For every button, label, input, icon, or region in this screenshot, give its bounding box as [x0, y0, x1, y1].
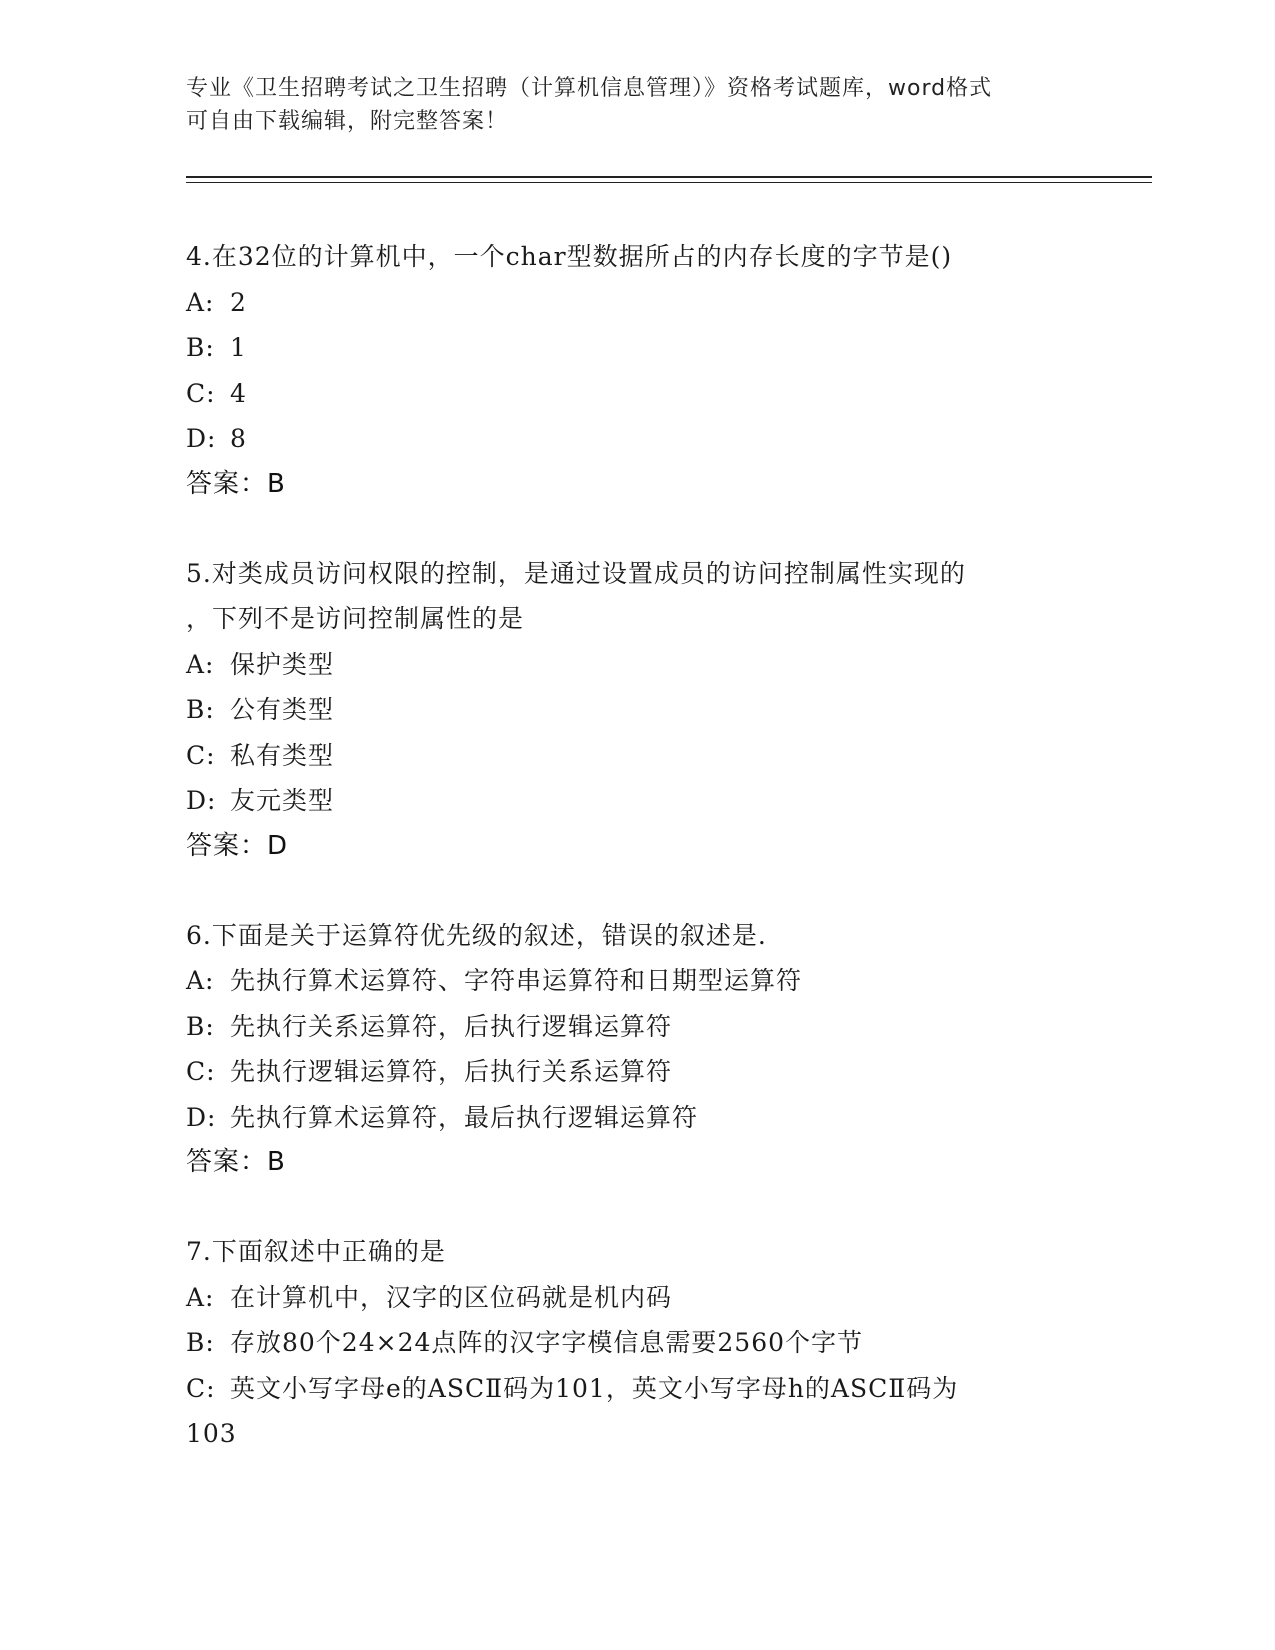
- question-text: [186, 551, 1066, 642]
- option-text: 公有类型: [230, 695, 335, 724]
- option-text: 友元类型: [230, 786, 335, 815]
- document-header: [186, 72, 1086, 138]
- option-letter: A:: [186, 287, 215, 317]
- option-letter: B:: [186, 1011, 215, 1041]
- option-letter: D:: [186, 1102, 217, 1132]
- header-rule-thick: [186, 176, 1152, 178]
- option-continuation: 103: [186, 1419, 237, 1448]
- answer-label: 答案：D: [186, 830, 289, 861]
- question-5: [186, 551, 1066, 868]
- question-text: [186, 1229, 1066, 1275]
- option-letter: A:: [186, 649, 215, 679]
- option-letter: A:: [186, 1282, 215, 1312]
- answer-label: 答案：B: [186, 1147, 286, 1177]
- option-text: 保护类型: [230, 649, 335, 679]
- option-text: 私有类型: [230, 740, 335, 770]
- option-b: [186, 687, 1066, 733]
- option-letter: C:: [186, 740, 216, 770]
- header-line-1: 专业《卫生招聘考试之卫生招聘（计算机信息管理）》资格考试题库，word格式: [186, 76, 993, 101]
- question-text-line: ，下列不是访问控制属性的是: [186, 604, 525, 633]
- option-letter: B:: [186, 1328, 215, 1357]
- question-4: [186, 234, 1066, 506]
- header-rule-thin: [186, 182, 1152, 183]
- option-text: 先执行关系运算符，后执行逻辑运算符: [230, 1011, 673, 1041]
- option-b: [186, 1320, 1066, 1366]
- option-letter: D:: [186, 786, 217, 815]
- option-a: [186, 1275, 1066, 1321]
- option-c: [186, 733, 1066, 779]
- option-d: [186, 416, 1066, 462]
- option-text: 先执行逻辑运算符，后执行关系运算符: [230, 1057, 673, 1086]
- option-c: [186, 371, 1066, 417]
- option-letter: C:: [186, 1057, 216, 1086]
- question-7: [186, 1229, 1066, 1457]
- option-a: [186, 642, 1066, 688]
- option-letter: D:: [186, 424, 217, 453]
- answer-label: 答案：B: [186, 468, 286, 499]
- option-letter: B:: [186, 333, 215, 362]
- option-a: [186, 280, 1066, 326]
- option-d: [186, 778, 1066, 824]
- option-d: [186, 1095, 1066, 1141]
- option-letter: A:: [186, 966, 215, 995]
- option-text: 英文小写字母e的ASCⅡ码为101，英文小写字母h的ASCⅡ码为: [230, 1373, 959, 1403]
- header-line-2: 可自由下载编辑，附完整答案！: [186, 109, 509, 134]
- question-text-line: 6.下面是关于运算符优先级的叙述，错误的叙述是.: [186, 920, 767, 950]
- option-c: [186, 1366, 1066, 1412]
- question-text: [186, 234, 1066, 280]
- question-text-line: 5.对类成员访问权限的控制，是通过设置成员的访问控制属性实现的: [186, 558, 966, 588]
- option-text: 8: [230, 424, 247, 453]
- option-letter: B:: [186, 695, 215, 724]
- option-text: 4: [230, 378, 247, 408]
- option-c: [186, 1049, 1066, 1095]
- option-b: [186, 325, 1066, 371]
- question-text: [186, 913, 1066, 959]
- option-text: 在计算机中，汉字的区位码就是机内码: [230, 1282, 673, 1312]
- option-text: 存放80个24×24点阵的汉字字模信息需要2560个字节: [230, 1328, 864, 1357]
- option-b: [186, 1004, 1066, 1050]
- option-text: 先执行算术运算符、字符串运算符和日期型运算符: [230, 966, 803, 995]
- question-list: [186, 234, 1066, 1502]
- option-text: 先执行算术运算符，最后执行逻辑运算符: [230, 1102, 699, 1132]
- question-text-line: 7.下面叙述中正确的是: [186, 1237, 446, 1266]
- option-text: 2: [230, 287, 247, 317]
- question-6: [186, 913, 1066, 1185]
- option-a: [186, 958, 1066, 1004]
- option-letter: C:: [186, 1373, 216, 1403]
- option-letter: C:: [186, 378, 216, 408]
- question-text-line: 4.在32位的计算机中，一个char型数据所占的内存长度的字节是(): [186, 242, 953, 271]
- option-text: 1: [230, 333, 247, 362]
